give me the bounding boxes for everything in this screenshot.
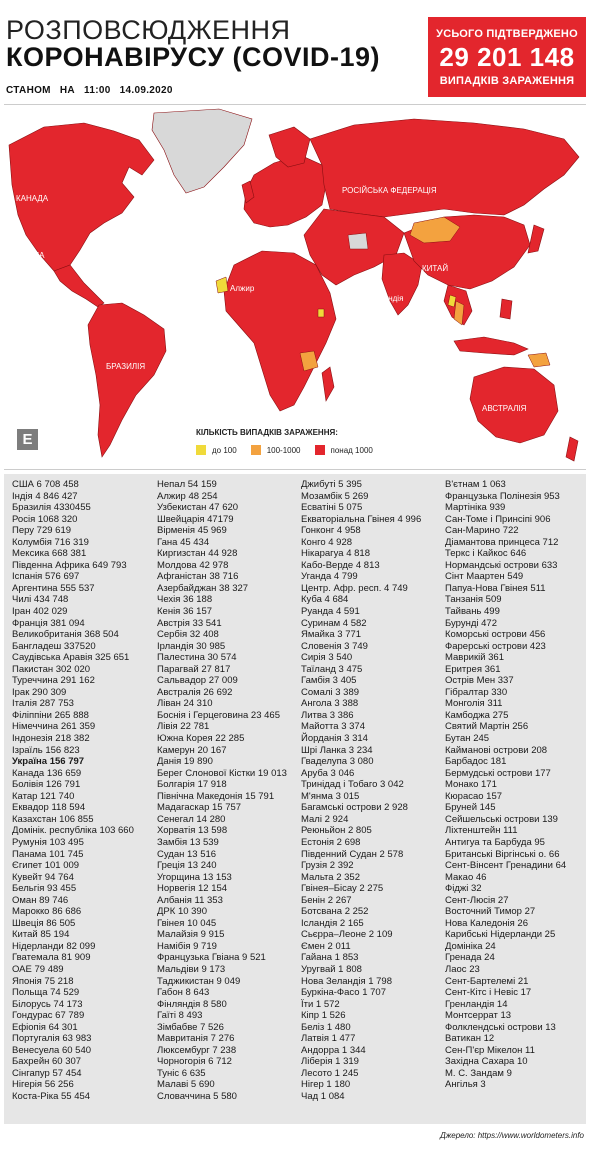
country-entry: Шрі Ланка 3 234 — [301, 744, 373, 756]
country-entry: Нігерія 56 256 — [12, 1079, 74, 1091]
country-entry: Сент-Бартелемі 21 — [445, 975, 529, 987]
total-cases-box — [428, 17, 586, 97]
country-entry: Алжир 48 254 — [157, 490, 218, 502]
scandinavia-shape — [269, 127, 310, 167]
country-entry: М'янма 3 015 — [301, 790, 360, 802]
country-entry: Гібралтар 330 — [445, 686, 508, 698]
total-label-bottom: ВИПАДКІВ ЗАРАЖЕННЯ — [439, 75, 575, 87]
country-entry: Конго 4 928 — [301, 536, 353, 548]
country-entry: Палестина 30 574 — [157, 652, 237, 664]
country-entry: Афганістан 38 716 — [157, 571, 239, 583]
legend-swatch-mid — [251, 445, 261, 455]
country-entry: Гватемала 81 909 — [12, 952, 91, 964]
map-label-canada: КАНАДА — [16, 194, 49, 203]
as-of-label: СТАНОМ — [6, 85, 51, 96]
country-entry: Монако 171 — [445, 779, 497, 791]
country-entry: М. С. Зандам 9 — [445, 1067, 512, 1079]
country-entry: Малі 2 924 — [301, 813, 349, 825]
madagascar-shape — [322, 367, 334, 401]
world-map-svg — [4, 105, 586, 470]
country-entry: Франція 381 094 — [12, 617, 85, 629]
country-entry: Ліберія 1 319 — [301, 1056, 359, 1068]
country-entry: Японія 75 218 — [12, 975, 74, 987]
legend-title: КІЛЬКІСТЬ ВИПАДКІВ ЗАРАЖЕННЯ: — [196, 428, 338, 437]
country-entry: Британські Віргінські о. 66 — [445, 848, 560, 860]
greenland-shape — [152, 109, 252, 193]
country-entry: Макао 46 — [445, 871, 487, 883]
country-entry: Гвінея 10 045 — [157, 917, 217, 929]
country-entry: Бурунді 472 — [445, 617, 497, 629]
south-america-shape — [88, 303, 166, 457]
map-label-china: КИТАЙ — [422, 264, 449, 273]
europe-shape — [244, 155, 326, 227]
country-entry: Албанія 11 353 — [157, 894, 223, 906]
country-entry: Гаїті 8 493 — [157, 1010, 203, 1022]
country-entry: Руанда 4 591 — [301, 606, 360, 618]
map-label-usa: США — [26, 251, 45, 260]
country-entry: Росія 1068 320 — [12, 513, 78, 525]
legend-item-low — [196, 445, 237, 455]
country-entry: Барбадос 181 — [445, 756, 507, 768]
country-column-2 — [157, 479, 287, 1103]
country-entry: Іран 402 029 — [12, 606, 68, 618]
total-value: 29 201 148 — [439, 42, 575, 72]
country-entry: Лівія 22 781 — [157, 721, 210, 733]
country-column-3 — [301, 479, 421, 1103]
country-entry: Чад 1 084 — [301, 1090, 345, 1102]
country-entry: ДРК 10 390 — [157, 906, 208, 918]
country-entry: Южна Корея 22 285 — [157, 733, 245, 745]
country-entry: Кіпр 1 526 — [301, 1010, 346, 1022]
source-note: Джерело: https://www.worldometers.info — [440, 1131, 584, 1140]
country-entry: Йорданія 3 314 — [301, 733, 368, 745]
legend-label-low: до 100 — [212, 445, 237, 455]
country-entry: Беліз 1 480 — [301, 1021, 351, 1033]
country-entry: Карибські Нідерланди 25 — [445, 929, 556, 941]
country-entry: Есватіні 5 075 — [301, 502, 363, 514]
country-entry: Угорщина 13 153 — [157, 871, 232, 883]
country-entry: Нормандські острови 633 — [445, 559, 558, 571]
country-entry: Папуа-Нова Гвінея 511 — [445, 582, 546, 594]
vietnam-shape — [454, 301, 464, 325]
country-entry: Фолклендські острови 13 — [445, 1021, 556, 1033]
country-entry: Таджикистан 9 049 — [157, 975, 241, 987]
country-entry: Сен-П'єр Мікелон 11 — [445, 1044, 535, 1056]
png-shape — [528, 353, 550, 367]
country-entry: Сейшельські острови 139 — [445, 813, 558, 825]
country-entry: Домінік. республіка 103 660 — [12, 825, 134, 837]
legend-swatch-low — [196, 445, 206, 455]
country-entry: Малаві 5 690 — [157, 1079, 215, 1091]
country-entry: Чехія 36 188 — [157, 594, 213, 606]
country-entry: Непал 54 159 — [157, 479, 217, 490]
country-entry: Зімбабве 7 526 — [157, 1021, 224, 1033]
country-entry: Словенія 3 749 — [301, 640, 368, 652]
country-entry: Сирія 3 540 — [301, 652, 353, 664]
country-entry: Буркіна-Фасо 1 707 — [301, 987, 386, 999]
as-of-line — [6, 85, 179, 96]
country-entry: Куба 4 684 — [301, 594, 349, 606]
country-entry: Багамські острови 2 928 — [301, 802, 408, 814]
country-entry: ОАЕ 79 489 — [12, 963, 64, 975]
country-entry: Реюньйон 2 805 — [301, 825, 372, 837]
country-entry: Польща 74 529 — [12, 987, 80, 999]
country-entry: Гренада 24 — [445, 952, 495, 964]
country-entry: Бахрейн 60 307 — [12, 1056, 82, 1068]
country-entry: Андорра 1 344 — [301, 1044, 366, 1056]
country-entry: Танзанія 509 — [445, 594, 502, 606]
country-entry: Люксембург 7 238 — [157, 1044, 237, 1056]
country-entry: Мароккo 86 686 — [12, 906, 82, 918]
country-entry: Словаччина 5 580 — [157, 1090, 237, 1102]
country-entry: Суринам 4 582 — [301, 617, 367, 629]
country-entry: Казахстан 106 855 — [12, 813, 94, 825]
country-entry: Болівія 126 791 — [12, 779, 81, 791]
country-entry: Камбоджа 275 — [445, 709, 509, 721]
country-entry: Мальдіви 9 173 — [157, 963, 226, 975]
country-entry: Данія 19 890 — [157, 756, 213, 768]
country-entry: Бруней 145 — [445, 802, 496, 814]
eritrea-shape — [318, 309, 324, 317]
country-entry: Україна 156 797 — [12, 756, 85, 768]
country-entry: Уругвай 1 808 — [301, 963, 362, 975]
country-entry: Еквадор 118 594 — [12, 802, 86, 814]
legend-swatch-high — [315, 445, 325, 455]
country-entry: Сальвадор 27 009 — [157, 675, 238, 687]
country-entry: Острів Мен 337 — [445, 675, 514, 687]
map-label-france: Франція — [218, 240, 249, 249]
country-entry: Катар 121 740 — [12, 790, 75, 802]
country-entry: Сент-Люсія 27 — [445, 894, 509, 906]
turkmenistan-shape — [348, 233, 368, 249]
country-entry: Лаос 23 — [445, 963, 480, 975]
country-entry: Гонконг 4 958 — [301, 525, 361, 537]
country-entry: Сомалі 3 389 — [301, 686, 360, 698]
country-entry: Естонія 2 698 — [301, 836, 361, 848]
country-entry: Туреччина 291 162 — [12, 675, 95, 687]
country-entry: Німеччина 261 359 — [12, 721, 96, 733]
country-entry: Румунія 103 495 — [12, 836, 84, 848]
country-entry: Мальта 2 352 — [301, 871, 360, 883]
country-entry: Латвія 1 477 — [301, 1033, 356, 1045]
country-entry: Канада 136 659 — [12, 767, 82, 779]
country-entry: Тринідад і Тобаго 3 042 — [301, 779, 404, 791]
country-entry: Джибуті 5 395 — [301, 479, 362, 490]
country-entry: Кувейт 94 764 — [12, 871, 74, 883]
map-label-ukraine: Україна — [276, 226, 305, 235]
country-entry: Ірландія 30 985 — [157, 640, 226, 652]
world-map — [4, 104, 586, 470]
country-entry: Таїланд 3 475 — [301, 663, 363, 675]
country-entry: Коморські острови 456 — [445, 629, 546, 641]
legend-label-mid: 100-1000 — [266, 445, 301, 455]
country-entry: Сенегал 14 280 — [157, 813, 226, 825]
country-entry: Саудівська Аравія 325 651 — [12, 652, 130, 664]
country-entry: Китай 85 194 — [12, 929, 70, 941]
country-entry: Туніс 6 635 — [157, 1067, 206, 1079]
country-entry: Швеція 86 505 — [12, 917, 76, 929]
country-entry: Мадагаскар 15 757 — [157, 802, 242, 814]
country-entry: Португалія 63 983 — [12, 1033, 92, 1045]
country-entry: Кайманові острови 208 — [445, 744, 548, 756]
map-label-russia: РОСІЙСЬКА ФЕДЕРАЦІЯ — [342, 186, 437, 195]
country-entry: Габон 8 643 — [157, 987, 210, 999]
country-entry: Італія 287 753 — [12, 698, 74, 710]
country-entry: Австрія 33 541 — [157, 617, 222, 629]
country-entry: Ірак 290 309 — [12, 686, 67, 698]
country-entry: Бенін 2 267 — [301, 894, 352, 906]
country-entry: Перу 729 619 — [12, 525, 72, 537]
country-entry: Ізраїль 156 823 — [12, 744, 80, 756]
country-entry: Ямайка 3 771 — [301, 629, 362, 641]
map-label-australia: АВСТРАЛІЯ — [482, 404, 527, 413]
country-entry: Кабо-Верде 4 813 — [301, 559, 380, 571]
country-entry: Лесото 1 245 — [301, 1067, 359, 1079]
country-entry: Молдова 42 978 — [157, 559, 229, 571]
country-entry: Оман 89 746 — [12, 894, 69, 906]
country-entry: В'єтнам 1 063 — [445, 479, 506, 490]
country-entry: Австралія 26 692 — [157, 686, 233, 698]
country-entry: Сент-Вінсент Гренадини 64 — [445, 860, 567, 872]
country-entry: Швейцарія 47179 — [157, 513, 234, 525]
country-entry: Сінгапур 57 454 — [12, 1067, 82, 1079]
country-entry: Ботсвана 2 252 — [301, 906, 369, 918]
as-of-date: 14.09.2020 — [119, 85, 173, 96]
country-entry: Ліхтенштейн 111 — [445, 825, 518, 837]
country-entry: Нікарагуа 4 818 — [301, 548, 370, 560]
country-entry: Ліван 24 310 — [157, 698, 213, 710]
country-entry: Мозамбік 5 269 — [301, 490, 369, 502]
country-entry: Білорусь 74 173 — [12, 998, 83, 1010]
country-entry: Індонезія 218 382 — [12, 733, 90, 745]
country-entry: Тайвань 499 — [445, 606, 500, 618]
no-data-regions — [348, 233, 368, 249]
country-entry: Нігер 1 180 — [301, 1079, 351, 1091]
country-entry: Аруба 3 046 — [301, 767, 355, 779]
country-entry: Нова Каледонія 26 — [445, 917, 528, 929]
country-entry: Камерун 20 167 — [157, 744, 227, 756]
country-entry: Сербія 32 408 — [157, 629, 219, 641]
country-entry: Гондурас 67 789 — [12, 1010, 85, 1022]
country-entry: Литва 3 386 — [301, 709, 354, 721]
russia-shape — [310, 119, 579, 217]
country-entry: Бразилія 4330455 — [12, 502, 91, 514]
country-entry: Іспанія 576 697 — [12, 571, 80, 583]
country-entry: Намібія 9 719 — [157, 940, 217, 952]
country-entry: Судан 13 516 — [157, 848, 217, 860]
country-entry: Ангілья 3 — [445, 1079, 486, 1091]
country-entry: Вірменія 45 969 — [157, 525, 227, 537]
country-entry: Мавританія 7 276 — [157, 1033, 235, 1045]
legend-item-high — [315, 445, 373, 455]
country-entry: Майотта 3 374 — [301, 721, 365, 733]
country-column-1 — [12, 479, 134, 1103]
title-line-2: КОРОНАВІРУСУ (COVID-19) — [6, 42, 381, 72]
map-label-india: Індія — [386, 294, 404, 303]
country-entry: Французька Полінезія 953 — [445, 490, 560, 502]
country-entry: Нідерланди 82 099 — [12, 940, 96, 952]
country-entry: Аргентина 555 537 — [12, 582, 95, 594]
country-entry: Хорватія 13 598 — [157, 825, 228, 837]
country-entry: Сент-Кітс і Невіс 17 — [445, 987, 532, 999]
map-label-brazil: БРАЗИЛІЯ — [106, 362, 146, 371]
as-of-time: 11:00 — [84, 85, 111, 96]
country-entry: Сан-Марино 722 — [445, 525, 519, 537]
map-label-algeria: Алжир — [230, 284, 255, 293]
country-entry: Домініка 24 — [445, 940, 496, 952]
country-entry: Парагвай 27 817 — [157, 663, 231, 675]
country-entry: Фінляндія 8 580 — [157, 998, 227, 1010]
country-entry: Сьєрра–Леоне 2 109 — [301, 929, 393, 941]
country-entry: Ефіопія 64 301 — [12, 1021, 78, 1033]
country-entry: Бангладеш 337520 — [12, 640, 96, 652]
publisher-logo: Е — [17, 429, 38, 450]
new-zealand-shape — [566, 437, 578, 461]
country-entry: Венесуела 60 540 — [12, 1044, 92, 1056]
country-entry: Ангола 3 388 — [301, 698, 359, 710]
philippines-shape — [500, 299, 512, 319]
japan-shape — [528, 225, 544, 253]
total-label-top: УСЬОГО ПІДТВЕРДЖЕНО — [436, 28, 578, 40]
country-entry: Ватикан 12 — [445, 1033, 495, 1045]
country-entry: Киргизстан 44 928 — [157, 548, 238, 560]
country-entry: Ємен 2 011 — [301, 940, 351, 952]
country-entry: Антигуа та Барбуда 95 — [445, 836, 545, 848]
country-entry: Бутан 245 — [445, 733, 490, 745]
country-entry: Нова Зеландія 1 798 — [301, 975, 392, 987]
country-entry: Святий Мартін 256 — [445, 721, 529, 733]
country-entry: Діамантова принцеса 712 — [445, 536, 559, 548]
legend-items — [196, 445, 373, 455]
country-entry: Великобританія 368 504 — [12, 629, 119, 641]
country-entry: Узбекистан 47 620 — [157, 502, 239, 514]
country-entry: Мартініка 939 — [445, 502, 506, 514]
country-entry: Кенія 36 157 — [157, 606, 213, 618]
country-entry: Кюрасао 157 — [445, 790, 503, 802]
country-entry: Малайзія 9 915 — [157, 929, 225, 941]
country-entry: Західна Сахара 10 — [445, 1056, 528, 1068]
country-entry: Коста-Ріка 55 454 — [12, 1090, 91, 1102]
country-entry: Панама 101 745 — [12, 848, 84, 860]
country-entry: Центр. Афр. респ. 4 749 — [301, 582, 408, 594]
country-entry: Мексика 668 381 — [12, 548, 87, 560]
country-entry: Замбія 13 539 — [157, 836, 219, 848]
country-entry: Колумбія 716 319 — [12, 536, 89, 548]
country-entry: Північна Македонія 15 791 — [157, 790, 275, 802]
country-entry: Грузія 2 392 — [301, 860, 354, 872]
central-america-shape — [54, 265, 104, 307]
country-entry: Гамбія 3 405 — [301, 675, 357, 687]
country-entry: Теркс і Кайкос 646 — [445, 548, 527, 560]
country-entry: Єгипет 101 009 — [12, 860, 80, 872]
map-legend — [196, 428, 373, 455]
country-entry: Індія 4 846 427 — [12, 490, 78, 502]
as-of-on: НА — [59, 85, 75, 96]
country-entry: Азербайджан 38 327 — [157, 582, 249, 594]
country-entry: Боснія і Герцеговина 23 465 — [157, 709, 280, 721]
country-entry: Восточний Тимор 27 — [445, 906, 536, 918]
country-entry: Греція 13 240 — [157, 860, 217, 872]
country-entry: Гайана 1 853 — [301, 952, 359, 964]
country-entry: Бермудські острови 177 — [445, 767, 551, 779]
country-entry: Норвегія 12 154 — [157, 883, 228, 895]
country-entry: Бельгія 93 455 — [12, 883, 77, 895]
country-entry: Гана 45 434 — [157, 536, 210, 548]
country-entry: Болгарія 17 918 — [157, 779, 227, 791]
country-entry: Ісландія 2 165 — [301, 917, 364, 929]
country-entry: Південна Африка 649 793 — [12, 559, 127, 571]
country-entry: Берег Слонової Кістки 19 013 — [157, 767, 287, 779]
country-entry: Еритрея 361 — [445, 663, 501, 675]
legend-item-mid — [251, 445, 301, 455]
country-entry: Фіджі 32 — [445, 883, 482, 895]
indonesia-shape — [454, 337, 528, 355]
country-entry: Гренландія 14 — [445, 998, 508, 1010]
country-entry: Уганда 4 799 — [301, 571, 358, 583]
country-entry: Чилі 434 748 — [12, 594, 69, 606]
country-entry: Монтсеррат 13 — [445, 1010, 512, 1022]
country-entry: Їти 1 572 — [301, 998, 340, 1010]
legend-label-high: понад 1000 — [330, 445, 373, 455]
country-entry: США 6 708 458 — [12, 479, 79, 490]
country-entry: Філіппіни 265 888 — [12, 709, 89, 721]
country-entry: Гвінея–Бісау 2 275 — [301, 883, 384, 895]
africa-shape — [224, 251, 336, 411]
country-entry: Південний Судан 2 578 — [301, 848, 404, 860]
country-entry: Монголія 311 — [445, 698, 503, 710]
country-entry: Маврикій 361 — [445, 652, 505, 664]
country-entry: Пакистан 302 020 — [12, 663, 91, 675]
western-sahara-shape — [216, 277, 228, 293]
country-entry: Французька Гвіана 9 521 — [157, 952, 266, 964]
country-column-4 — [445, 479, 566, 1091]
title-line-1: РОЗПОВСЮДЖЕННЯ — [6, 15, 291, 45]
country-entry: Сінт Маартен 549 — [445, 571, 524, 583]
country-entry: Чорногорія 6 712 — [157, 1056, 232, 1068]
country-entry: Фарерські острови 423 — [445, 640, 546, 652]
country-entry: Сан-Томе і Принсіпі 906 — [445, 513, 551, 525]
country-entry: Екваторіальна Гвінея 4 996 — [301, 513, 422, 525]
country-entry: Гваделупа 3 080 — [301, 756, 374, 768]
